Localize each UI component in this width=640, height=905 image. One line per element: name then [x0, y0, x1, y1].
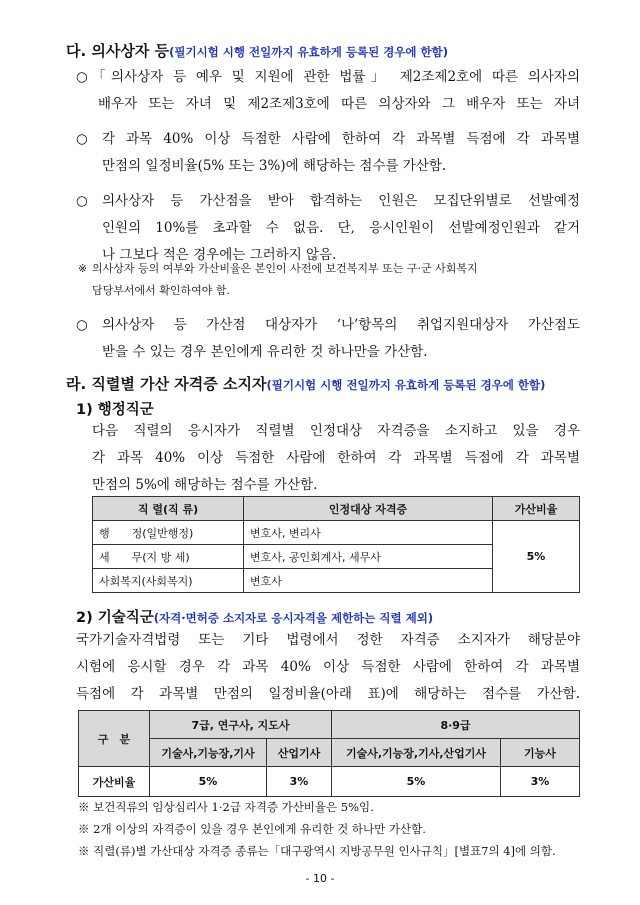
rate-cell: 5% — [150, 767, 267, 797]
admin-heading: 1) 행정직군 — [76, 402, 154, 418]
group-header: 7급, 연구사, 지도사 — [150, 711, 332, 739]
rate-cell: 5% — [493, 521, 580, 593]
list-item — [76, 126, 580, 180]
footnote: ※ 보건직류의 임상심리사 1·2급 자격증 가산비율은 5%임. — [78, 800, 374, 814]
job-cell: 행 정(일반행정) — [93, 521, 244, 545]
footnote: ※ 2개 이상의 자격증이 있을 경우 본인에게 유리한 것 하나만 가산함. — [78, 822, 426, 836]
col-header: 가산비율 — [493, 497, 580, 521]
sub-header: 기술사,기능장,기사,산업기사 — [332, 739, 501, 767]
rate-cell: 5% — [332, 767, 501, 797]
list-item — [76, 64, 580, 118]
list-item — [76, 312, 580, 366]
sub-header: 산업기사 — [267, 739, 332, 767]
cert-cell: 변호사, 공인회계사, 세무사 — [244, 545, 493, 569]
bullet-circle: ○ — [76, 317, 88, 333]
table-row — [93, 521, 580, 545]
sub-header: 기능사 — [501, 739, 580, 767]
tech-rate-table — [78, 710, 580, 797]
sub-header: 기술사,기능장,기사 — [150, 739, 267, 767]
bullet-circle: ○ — [76, 131, 88, 147]
item-line: 받을 수 있는 경우 본인에게 유리한 것 하나만을 가산함. — [102, 344, 428, 360]
list-item — [76, 188, 580, 269]
cert-cell: 변호사 — [244, 569, 493, 593]
rate-cell: 3% — [267, 767, 332, 797]
item-line: 인원의 10%를 초과할 수 없음. 단, 응시인원이 선발예정인원과 같거 — [102, 220, 580, 236]
col-header: 직 렬(직 류) — [93, 497, 244, 521]
item-line: 의사상자 등 가산점을 받아 합격하는 인원은 모집단위별로 선발예정 — [102, 193, 580, 209]
col-header: 구 분 — [79, 711, 150, 767]
bullet-circle: ○ — [76, 193, 88, 209]
footnotes — [78, 796, 584, 862]
note-item — [78, 258, 582, 302]
item-line: 나 그보다 적은 경우에는 그러하지 않음. — [102, 247, 337, 263]
item-line: 만점의 일정비율(5% 또는 3%)에 해당하는 점수를 가산함. — [102, 158, 447, 174]
section-ra-note: (필기시험 시행 전일까지 유효하게 등록된 경우에 한함) — [266, 378, 546, 392]
col-header: 인정대상 자격증 — [244, 497, 493, 521]
page-number: - 10 - — [305, 872, 335, 885]
note-line: 담당부서에서 확인하여야 함. — [92, 284, 231, 297]
tech-note: (자격·면허증 소지자로 응시자격을 제한하는 직렬 제외) — [153, 611, 434, 625]
rate-cell: 3% — [501, 767, 580, 797]
admin-cert-table — [92, 496, 580, 593]
admin-paragraph — [92, 418, 580, 499]
section-ra-title: 라. 직렬별 가산 자격증 소지자 — [66, 375, 267, 393]
job-cell: 세 무(지 방 세) — [93, 545, 244, 569]
item-line: 배우자 또는 자녀 및 제2조제3호에 따른 의상자와 그 배우자 또는 자녀 — [98, 96, 580, 112]
paragraph-line: 국가기술자격법령 또는 기타 법령에서 정한 자격증 소지자가 해당분야 — [76, 632, 580, 648]
paragraph-line: 각 과목 40% 이상 득점한 사람에 한하여 각 과목별 득점에 각 과목별 — [92, 450, 580, 466]
cert-cell: 변호사, 변리사 — [244, 521, 493, 545]
bullet-circle: ○ — [76, 69, 88, 85]
paragraph-line: 시험에 응시할 경우 각 과목 40% 이상 득점한 사람에 한하여 각 과목별 — [76, 659, 580, 675]
paragraph-line: 다음 직렬의 응시자가 직렬별 인정대상 자격증을 소지하고 있을 경우 — [92, 423, 580, 439]
section-ra-title-row — [66, 373, 545, 394]
footnote: ※ 직렬(류)별 가산대상 자격증 종류는「대구광역시 지방공무원 인사규칙」[별표7의 4]에 의함. — [78, 844, 556, 858]
item-line: 의사상자 등 가산점 대상자가 ‘나’항목의 취업지원대상자 가산점도 — [102, 317, 580, 333]
table-row — [79, 767, 580, 797]
note-mark: ※ — [78, 262, 88, 275]
paragraph-line: 만점의 5%에 해당하는 점수를 가산함. — [92, 477, 318, 493]
job-cell: 사회복지(사회복지) — [93, 569, 244, 593]
section-da-title-row — [66, 40, 448, 61]
paragraph-line: 득점에 각 과목별 만점의 일정비율(아래 표)에 해당하는 점수를 가산함. — [76, 686, 580, 702]
item-line: 각 과목 40% 이상 득점한 사람에 한하여 각 과목별 득점에 각 과목별 — [102, 131, 580, 147]
section-da-title: 다. 의사상자 등 — [66, 42, 170, 60]
note-line: 의사상자 등의 여부와 가산비율은 본인이 사전에 보건복지부 또는 구·군 사회복지 — [92, 262, 478, 275]
tech-heading-row — [76, 606, 433, 627]
group-header: 8·9급 — [332, 711, 580, 739]
item-line: 「의사상자 등 예우 및 지원에 관한 법률」 제2조제2호에 따른 의사자의 — [92, 69, 580, 85]
row-label: 가산비율 — [79, 767, 150, 797]
tech-heading: 2) 기술직군 — [76, 610, 154, 626]
section-da-note: (필기시험 시행 전일까지 유효하게 등록된 경우에 한함) — [169, 45, 449, 59]
tech-paragraph — [76, 627, 580, 708]
